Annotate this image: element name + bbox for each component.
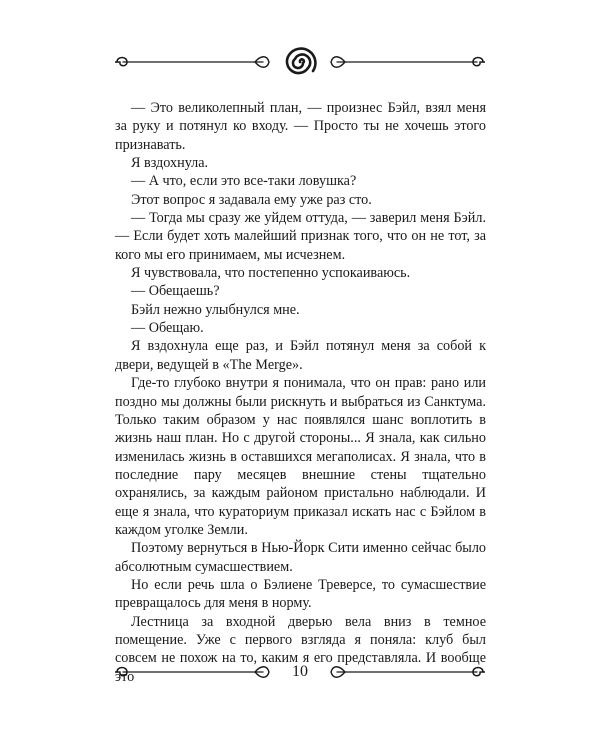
paragraph: Я вздохнула. — [131, 155, 209, 172]
paragraph: Но если речь шла о Бэлиене Треверсе, то сумасшествие превращалось для меня в норму. — [115, 576, 486, 612]
page-number: 10 — [292, 663, 308, 680]
paragraph: Этот вопрос я задавала ему уже раз сто. — [131, 191, 372, 208]
paragraph: — Обещаешь? — [131, 283, 220, 300]
paragraph: Бэйл нежно улыбнулся мне. — [131, 301, 300, 318]
paragraph: — Это великолепный план, — произнес Бэйл, взял меня за руку и потянул ко входу. — Просто ты не хочешь этого признавать. — [115, 100, 486, 153]
paragraph: Лестница за входной дверью вела вниз в темное помещение. Уже с первого взгляда я поняла: клуб был совсем не похож на то, каким я его представляла. И вообще это — [115, 613, 486, 685]
top-ornament — [115, 40, 485, 84]
paragraph: Я чувствовала, что постепенно успокаиваюсь. — [131, 265, 411, 282]
paragraph: Где-то глубоко внутри я понимала, что он прав: рано или поздно мы должны были рискнуть и выбраться из Санктума. Только таким образом у нас появлялся шанс воплотить в жизнь наш план. Но с другой стороны... Я знала, как сильно изменилась жизнь в оставшихся мегаполисах. Я знала, что в последние пару месяцев внешние стены тщательно охранялись, за каждым районом пристально наблюдали. И еще я знала, что кураториум приказал искать нас с Бэйлом в каждом уголке Земли. — [115, 375, 486, 538]
paragraph: Поэтому вернуться в Нью-Йорк Сити именно сейчас было абсолютным сумасшествием. — [115, 540, 486, 575]
paragraph: — Обещаю. — [131, 320, 204, 337]
paragraph: Я вздохнула еще раз, и Бэйл потянул меня за собой к двери, ведущей в «The Merge». — [115, 338, 486, 373]
paragraph: — Тогда мы сразу же уйдем оттуда, — заверил меня Бэйл. — Если будет хоть малейший признак того, что он не тот, за кого мы его принимаем, мы исчезнем. — [115, 210, 486, 263]
body-text — [115, 99, 486, 686]
spiral-ornament-icon — [287, 49, 315, 73]
paragraph: — А что, если это все-таки ловушка? — [131, 173, 357, 190]
